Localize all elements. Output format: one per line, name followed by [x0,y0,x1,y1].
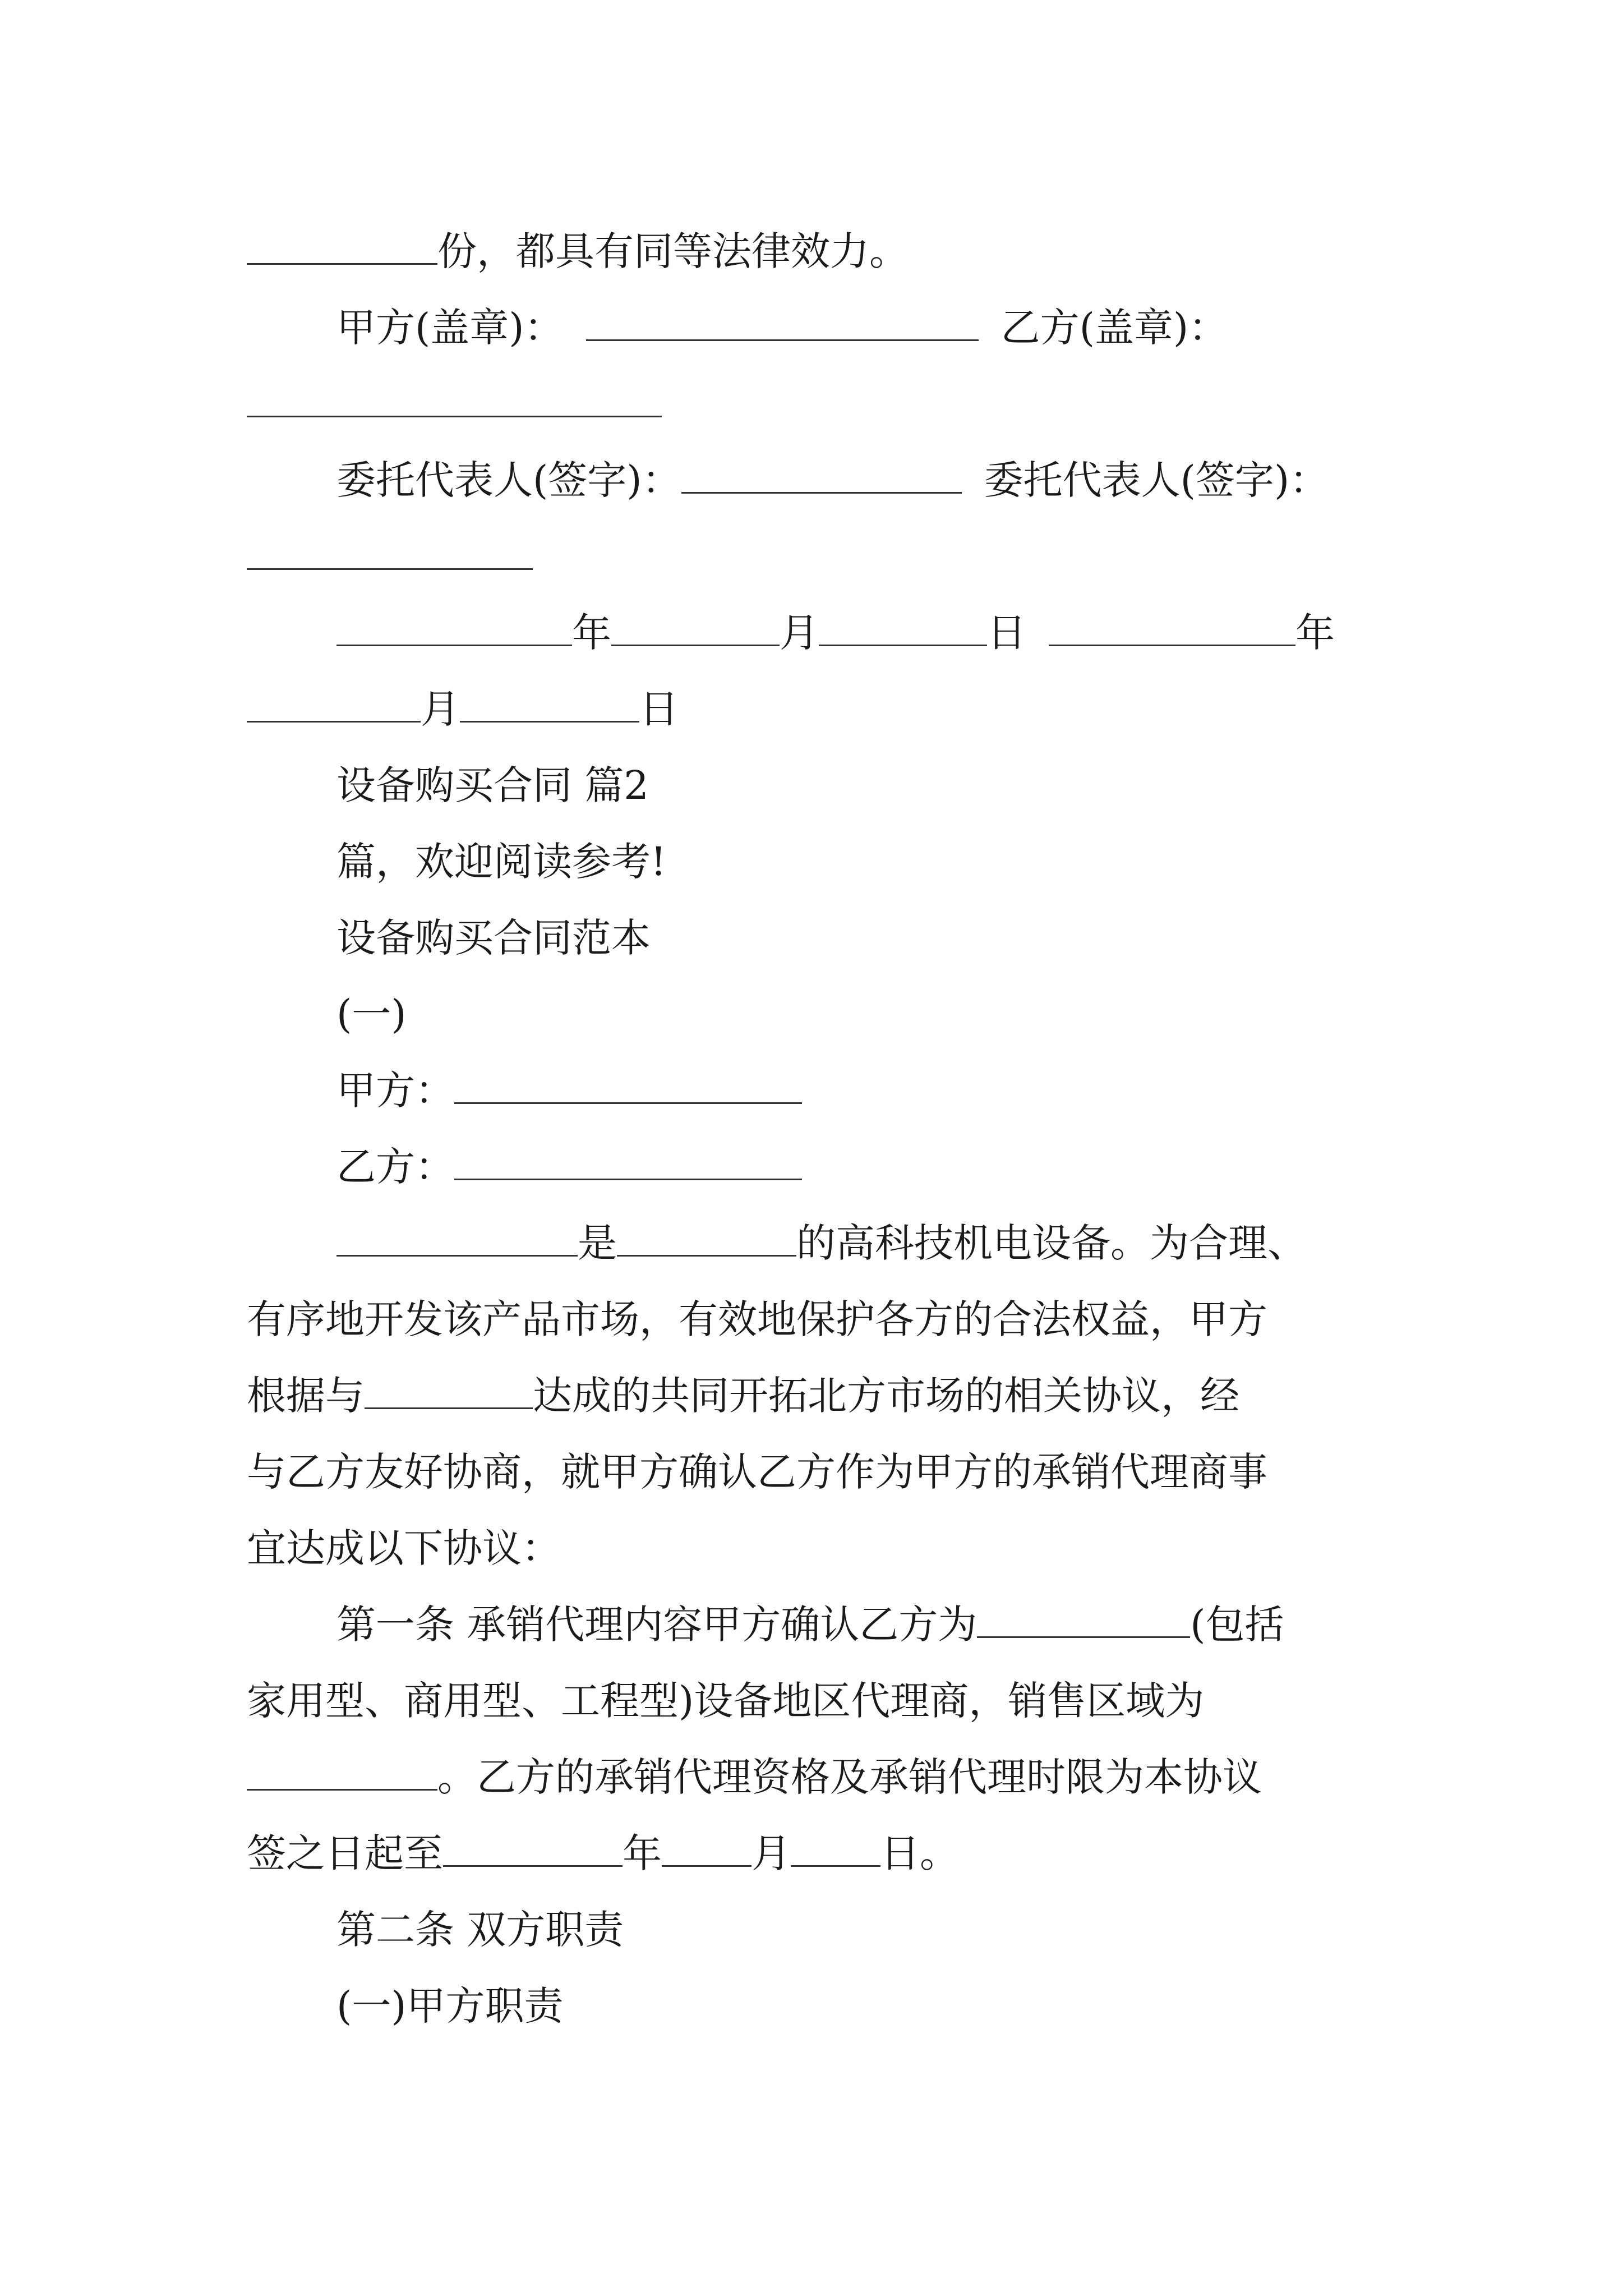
section-heading [247,747,1382,823]
blank-underline [586,299,979,341]
party-a-line [247,1052,1382,1129]
text-segment: 第二条 双方职责 [336,1907,624,1953]
blank-underline [662,1825,751,1867]
blank-underline [247,223,437,265]
blank-underline [247,528,533,570]
text-line [247,823,1382,900]
text-line [247,1739,1382,1815]
text-segment: 年 [623,1830,662,1876]
text-segment: (一)甲方职责 [336,1983,564,2029]
blank-underline [460,680,639,723]
party-b-line [247,1129,1382,1205]
party-a-label: 甲方： [336,1068,454,1114]
signature-line [247,289,1382,366]
blank-underline [336,1214,578,1257]
text-segment: 月 [751,1830,791,1876]
text-segment: (包括 [1190,1602,1284,1648]
text-segment: 。乙方的承销代理资格及承销代理时限为本协议 [437,1754,1262,1800]
text-segment: 日 [987,610,1026,656]
blank-underline [1049,604,1295,646]
text-line [247,366,1382,442]
text-segment: 日。 [880,1830,959,1876]
section-heading [247,1968,1382,2044]
text-line [247,518,1382,595]
blank-underline [454,1062,802,1104]
party-a-representative-label: 委托代表人(签字)： [336,457,681,503]
date-line [247,671,1382,747]
text-segment: 达成的共同开拓北方市场的相关协议，经 [533,1373,1239,1419]
text-segment: 设备购买合同范本 [336,915,651,961]
text-segment: 的高科技机电设备。为合理、 [796,1220,1307,1266]
text-segment: 根据与 [247,1373,365,1419]
text-line [247,1815,1382,1892]
party-b-label: 乙方： [336,1144,454,1190]
text-line [247,1358,1382,1434]
signature-line [247,442,1382,518]
blank-underline [247,1749,437,1791]
blank-underline [443,1825,623,1867]
text-line [247,1205,1382,1281]
text-line [247,976,1382,1052]
blank-underline [336,604,572,646]
blank-underline [247,375,662,417]
text-line [247,1434,1382,1510]
text-segment: 宜达成以下协议： [247,1525,561,1571]
blank-underline [791,1825,880,1867]
blank-underline [365,1367,533,1409]
text-segment: 第一条 承销代理内容甲方确认乙方为 [336,1602,978,1648]
blank-underline [247,680,421,723]
blank-underline [681,452,962,494]
text-segment: 是 [578,1220,617,1266]
text-segment: 年 [1295,610,1335,656]
document-body [247,213,1382,2044]
text-segment: 有序地开发该产品市场，有效地保护各方的合法权益，甲方 [247,1296,1267,1342]
text-segment: 年 [572,610,611,656]
text-line [247,1663,1382,1739]
blank-underline [977,1596,1190,1638]
text-line [247,1281,1382,1358]
blank-underline [819,604,987,646]
blank-underline [617,1214,796,1257]
text-segment: 篇，欢迎阅读参考! [336,839,667,885]
blank-underline [611,604,780,646]
party-a-seal-label: 甲方(盖章)： [336,305,564,351]
text-segment: (一) [336,991,407,1037]
text-line [247,213,1382,289]
text-segment: 日 [639,686,679,732]
party-b-seal-label: 乙方(盖章)： [1000,305,1228,351]
text-segment: 与乙方友好协商，就甲方确认乙方作为甲方的承销代理商事 [247,1449,1267,1495]
text-line [247,1510,1382,1586]
text-segment: 月 [780,610,819,656]
date-line [247,595,1382,671]
text-line [247,1586,1382,1663]
section-heading [247,1892,1382,1968]
text-segment: 家用型、商用型、工程型)设备地区代理商，销售区域为 [247,1678,1205,1724]
text-segment: 月 [421,686,460,732]
document-title [247,900,1382,976]
party-b-representative-label: 委托代表人(签字)： [984,457,1329,503]
text-segment: 签之日起至 [247,1830,443,1876]
text-segment: 设备购买合同 篇2 [336,762,649,808]
blank-underline [454,1138,802,1180]
text-segment: 份，都具有同等法律效力。 [437,228,909,274]
